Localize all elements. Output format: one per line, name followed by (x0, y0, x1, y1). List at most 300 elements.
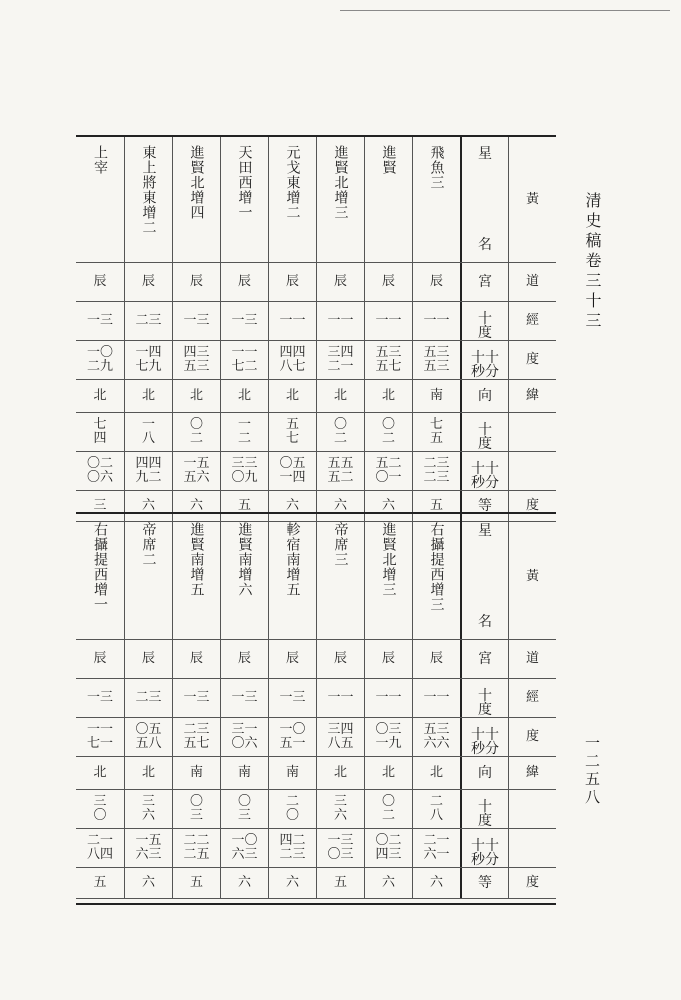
value-text: 辰 (237, 274, 251, 289)
bottom-header-du (460, 679, 508, 717)
bottom-xiang-cell (412, 757, 460, 789)
top-header-fen (460, 341, 508, 379)
value-pair (135, 346, 161, 374)
bottom-side-cell (508, 514, 556, 639)
header-label (478, 302, 492, 340)
value-line: 一四 (135, 345, 162, 360)
header-label (478, 137, 492, 262)
value-pair (375, 723, 401, 751)
value-pair (87, 457, 113, 485)
bottom-du-cell (76, 679, 124, 717)
value-pair (423, 457, 449, 485)
value-text: 六 (141, 875, 155, 890)
side-label: 緯 (525, 388, 539, 403)
bottom-wdu-cell (172, 790, 220, 828)
value-line: 五二 (327, 470, 354, 485)
header-line: 秒分 (471, 475, 499, 490)
bottom-du-cell (124, 679, 172, 717)
header-line: 度 (478, 813, 492, 828)
value-text: 一三 (86, 690, 113, 705)
value-pair (142, 418, 155, 446)
value-line: 二 (333, 431, 347, 446)
value-line: 六三 (231, 847, 258, 862)
value-pair (231, 346, 257, 374)
value-text: 辰 (429, 651, 443, 666)
top-wfen-cell (316, 452, 364, 490)
value-line: 〇二 (375, 833, 402, 848)
page-number: 一二五八 (583, 735, 601, 807)
value-text: 一一 (327, 690, 354, 705)
top-wdu-cell (412, 413, 460, 451)
top-fen-cell (124, 341, 172, 379)
top-fen-cell (364, 341, 412, 379)
value-line: 八 (141, 431, 155, 446)
bottom-fen-cell (172, 718, 220, 756)
value-text: 辰 (333, 651, 347, 666)
value-text: 辰 (93, 651, 107, 666)
side-label: 度 (525, 498, 539, 513)
bottom-wfen-cell (412, 829, 460, 867)
value-line: 一五 (135, 833, 162, 848)
value-text: 五 (189, 875, 203, 890)
top-row-wdu (76, 413, 556, 452)
top-names-cell (76, 137, 124, 262)
value-text: 北 (381, 765, 395, 780)
top-names-cell (316, 137, 364, 262)
value-line: 〇 (189, 417, 203, 432)
side-label: 度 (525, 352, 539, 367)
top-side-cell (508, 413, 556, 451)
value-line: 五三 (423, 345, 450, 360)
bottom-names-cell (76, 514, 124, 639)
value-text: 北 (141, 765, 155, 780)
value-text: 一一 (423, 690, 450, 705)
value-line: 八七 (279, 359, 306, 374)
value-line: 七二 (231, 359, 258, 374)
header-line: 宮 (478, 651, 492, 667)
header-label (478, 679, 492, 717)
top-gong-cell (76, 263, 124, 301)
bottom-row-wdu (76, 790, 556, 829)
value-pair (135, 457, 161, 485)
value-text: 一三 (231, 690, 258, 705)
bottom-header-xiang (460, 757, 508, 789)
value-pair (375, 457, 401, 485)
top-xiang-cell (76, 380, 124, 412)
value-pair (327, 346, 353, 374)
bottom-side-cell (508, 679, 556, 717)
value-text: 六 (285, 875, 299, 890)
header-line: 十 (478, 799, 492, 815)
value-text: 北 (93, 388, 107, 403)
value-line: 〇六 (231, 736, 258, 751)
value-line: 一 (237, 417, 251, 432)
value-line: 七九 (135, 359, 162, 374)
side-label: 道 (525, 274, 539, 289)
value-text: 一三 (183, 313, 210, 328)
header-line: 等 (478, 498, 492, 514)
value-line: 一三 (327, 833, 354, 848)
bottom-gong-cell (364, 640, 412, 678)
value-line: 三 (237, 808, 251, 823)
bottom-fen-cell (124, 718, 172, 756)
value-text: 北 (333, 765, 347, 780)
value-line: 〇三 (327, 847, 354, 862)
side-label: 黃 (525, 568, 539, 584)
value-line: 二一 (327, 359, 354, 374)
value-pair (279, 346, 305, 374)
header-label (471, 452, 499, 490)
value-pair (183, 723, 209, 751)
value-text: 南 (237, 765, 251, 780)
bottom-row-xiang (76, 757, 556, 790)
header-line: 十十 (471, 727, 499, 743)
bottom-du-cell (316, 679, 364, 717)
bottom-xiang-cell (220, 757, 268, 789)
bottom-wfen-cell (268, 829, 316, 867)
value-line: 二一 (423, 833, 450, 848)
value-line: 二五 (183, 847, 210, 862)
value-pair (238, 795, 251, 823)
side-label: 黃 (525, 191, 539, 207)
value-pair (327, 723, 353, 751)
header-label (478, 790, 492, 828)
value-text: 北 (381, 388, 395, 403)
value-pair (231, 834, 257, 862)
bottom-du-cell (268, 679, 316, 717)
value-text: 六 (189, 498, 203, 513)
value-line: 五七 (375, 359, 402, 374)
value-line: 二三 (183, 722, 210, 737)
top-row-du (76, 302, 556, 341)
star-name: 進賢南增六 (236, 522, 253, 597)
value-pair (142, 795, 155, 823)
value-line: 一九 (375, 736, 402, 751)
value-line: 二 (381, 431, 395, 446)
value-pair (183, 346, 209, 374)
value-text: 南 (429, 388, 443, 403)
top-row-gong (76, 263, 556, 302)
top-wfen-cell (364, 452, 412, 490)
top-du-cell (124, 302, 172, 340)
bottom-side-cell (508, 757, 556, 789)
header-label (478, 380, 492, 412)
value-text: 六 (141, 498, 155, 513)
value-text: 北 (141, 388, 155, 403)
header-label (478, 413, 492, 451)
value-line: 二三 (423, 456, 450, 471)
top-fen-cell (268, 341, 316, 379)
value-pair (423, 723, 449, 751)
top-wfen-cell (124, 452, 172, 490)
value-pair (190, 418, 203, 446)
value-line: 〇九 (231, 470, 258, 485)
bottom-row-names (76, 514, 556, 640)
star-name: 帝席二 (140, 522, 157, 567)
value-line: 〇 (381, 417, 395, 432)
bottom-xiang-cell (316, 757, 364, 789)
value-text: 北 (333, 388, 347, 403)
value-line: 五 (285, 417, 299, 432)
star-name: 上宰 (92, 145, 108, 175)
value-text: 一三 (279, 690, 306, 705)
top-xiang-cell (412, 380, 460, 412)
header-line: 十 (478, 422, 492, 438)
value-line: 三一 (231, 722, 258, 737)
value-line: 〇 (381, 794, 395, 809)
value-text: 辰 (285, 651, 299, 666)
top-wfen-cell (268, 452, 316, 490)
value-line: 六三 (135, 847, 162, 862)
bottom-xiang-cell (124, 757, 172, 789)
value-line: 一〇 (86, 345, 113, 360)
value-line: 二九 (86, 359, 113, 374)
value-line: 七 (429, 417, 443, 432)
value-line: 三四 (327, 722, 354, 737)
top-xiang-cell (124, 380, 172, 412)
header-line: 十 (478, 688, 492, 704)
value-line: 〇三 (375, 722, 402, 737)
bottom-wdu-cell (316, 790, 364, 828)
top-rule (340, 10, 670, 11)
top-wfen-cell (220, 452, 268, 490)
bottom-fen-cell (268, 718, 316, 756)
bottom-side-cell (508, 718, 556, 756)
top-du-cell (316, 302, 364, 340)
star-name: 元戈東增二 (284, 145, 301, 220)
header-line: 十十 (471, 350, 499, 366)
value-text: 一三 (86, 313, 113, 328)
value-line: 八五 (327, 736, 354, 751)
header-line: 向 (478, 388, 492, 404)
value-line: 二三 (279, 847, 306, 862)
top-wdu-cell (268, 413, 316, 451)
value-line: 六 (333, 808, 347, 823)
bottom-wdu-cell (412, 790, 460, 828)
value-pair (87, 723, 113, 751)
side-label: 度 (525, 875, 539, 890)
top-wdu-cell (364, 413, 412, 451)
value-text: 辰 (189, 651, 203, 666)
bottom-row-gong (76, 640, 556, 679)
value-line: 七一 (86, 736, 113, 751)
value-text: 辰 (237, 651, 251, 666)
star-name: 進賢北增三 (332, 145, 349, 220)
value-text: 辰 (141, 651, 155, 666)
value-text: 北 (237, 388, 251, 403)
bottom-side-cell (508, 640, 556, 678)
bottom-names-cell (316, 514, 364, 639)
top-gong-cell (364, 263, 412, 301)
value-pair (334, 418, 347, 446)
bottom-wdu-cell (124, 790, 172, 828)
value-text: 六 (237, 875, 251, 890)
bottom-deng-cell (76, 868, 124, 898)
value-line: 四 (93, 431, 107, 446)
value-line: 三 (333, 794, 347, 809)
bottom-names-cell (364, 514, 412, 639)
value-text: 六 (285, 498, 299, 513)
bottom-header-deng (460, 868, 508, 898)
value-line: 八四 (86, 847, 113, 862)
value-text: 辰 (285, 274, 299, 289)
value-text: 六 (381, 498, 395, 513)
value-line: 〇六 (86, 470, 113, 485)
value-line: 二 (237, 431, 251, 446)
star-name: 天田西增一 (236, 145, 253, 220)
value-text: 辰 (429, 274, 443, 289)
value-line: 五三 (375, 345, 402, 360)
value-line: 一五 (183, 456, 210, 471)
bottom-xiang-cell (172, 757, 220, 789)
bottom-side-cell (508, 868, 556, 898)
bottom-fen-cell (220, 718, 268, 756)
top-fen-cell (220, 341, 268, 379)
value-pair (238, 418, 251, 446)
value-line: 九二 (135, 470, 162, 485)
top-du-cell (364, 302, 412, 340)
bottom-fen-cell (316, 718, 364, 756)
bottom-wfen-cell (364, 829, 412, 867)
value-pair (279, 723, 305, 751)
bottom-du-cell (220, 679, 268, 717)
bottom-wdu-cell (364, 790, 412, 828)
star-name: 進賢 (380, 145, 397, 175)
value-text: 一一 (423, 313, 450, 328)
header-label (478, 757, 492, 789)
bottom-du-cell (172, 679, 220, 717)
bottom-du-cell (364, 679, 412, 717)
value-pair (327, 457, 353, 485)
bottom-xiang-cell (364, 757, 412, 789)
bottom-header-wdu (460, 790, 508, 828)
bottom-row-deng (76, 868, 556, 899)
value-line: 三 (93, 794, 107, 809)
value-line: 〇 (237, 794, 251, 809)
star-name: 東上將東增二 (140, 145, 157, 235)
value-pair (190, 795, 203, 823)
header-line: 十十 (471, 461, 499, 477)
value-line: 八 (429, 808, 443, 823)
top-names-cell (364, 137, 412, 262)
top-du-cell (220, 302, 268, 340)
value-pair (286, 418, 299, 446)
header-label (471, 829, 499, 867)
value-text: 一一 (375, 690, 402, 705)
value-pair (382, 418, 395, 446)
value-text: 辰 (381, 274, 395, 289)
value-pair (286, 795, 299, 823)
header-line: 向 (478, 765, 492, 781)
bottom-xiang-cell (268, 757, 316, 789)
value-pair (93, 795, 106, 823)
value-text: 二三 (135, 690, 162, 705)
value-pair (279, 834, 305, 862)
bottom-side-cell (508, 790, 556, 828)
star-name: 軫宿南增五 (284, 522, 301, 597)
value-text: 辰 (93, 274, 107, 289)
value-line: 一四 (279, 470, 306, 485)
bottom-gong-cell (316, 640, 364, 678)
value-line: 〇一 (375, 470, 402, 485)
bottom-wdu-cell (76, 790, 124, 828)
value-line: 〇 (93, 808, 107, 823)
value-pair (334, 795, 347, 823)
top-wdu-cell (316, 413, 364, 451)
top-row-wfen (76, 452, 556, 491)
value-line: 二 (189, 431, 203, 446)
bottom-deng-cell (124, 868, 172, 898)
bottom-header-gong (460, 640, 508, 678)
header-label (478, 868, 492, 898)
bottom-wfen-cell (76, 829, 124, 867)
value-pair (231, 723, 257, 751)
bottom-wfen-cell (220, 829, 268, 867)
top-gong-cell (172, 263, 220, 301)
bottom-wdu-cell (220, 790, 268, 828)
value-text: 五 (237, 498, 251, 513)
bottom-wfen-cell (124, 829, 172, 867)
value-pair (231, 457, 257, 485)
top-header-xiang (460, 380, 508, 412)
bottom-deng-cell (268, 868, 316, 898)
bottom-header-wfen (460, 829, 508, 867)
bottom-deng-cell (220, 868, 268, 898)
value-pair (327, 834, 353, 862)
value-line: 〇五 (135, 722, 162, 737)
value-text: 五 (93, 875, 107, 890)
star-name: 進賢北增三 (380, 522, 397, 597)
value-line: 一 (141, 417, 155, 432)
value-line: 一〇 (279, 722, 306, 737)
value-text: 一一 (327, 313, 354, 328)
value-text: 六 (333, 498, 347, 513)
bottom-side-cell (508, 829, 556, 867)
header-line: 秒分 (471, 852, 499, 867)
bottom-wfen-cell (172, 829, 220, 867)
value-line: 七 (285, 431, 299, 446)
bottom-wdu-cell (268, 790, 316, 828)
value-text: 北 (429, 765, 443, 780)
top-fen-cell (316, 341, 364, 379)
value-text: 一一 (279, 313, 306, 328)
top-gong-cell (268, 263, 316, 301)
header-line: 名 (478, 614, 492, 630)
value-line: 一一 (86, 722, 113, 737)
top-xiang-cell (364, 380, 412, 412)
top-header-du (460, 302, 508, 340)
value-text: 南 (189, 765, 203, 780)
top-row-names (76, 137, 556, 263)
value-line: 〇 (333, 417, 347, 432)
header-label (471, 718, 499, 756)
top-names-cell (412, 137, 460, 262)
bottom-gong-cell (172, 640, 220, 678)
value-text: 六 (381, 875, 395, 890)
value-pair (430, 795, 443, 823)
star-name: 進賢南增五 (188, 522, 205, 597)
value-line: 五八 (135, 736, 162, 751)
top-du-cell (172, 302, 220, 340)
header-label (478, 514, 492, 639)
header-line: 等 (478, 875, 492, 891)
top-fen-cell (412, 341, 460, 379)
top-xiang-cell (172, 380, 220, 412)
top-names-cell (124, 137, 172, 262)
star-name: 飛魚三 (428, 145, 445, 190)
top-gong-cell (220, 263, 268, 301)
side-label: 道 (525, 651, 539, 666)
